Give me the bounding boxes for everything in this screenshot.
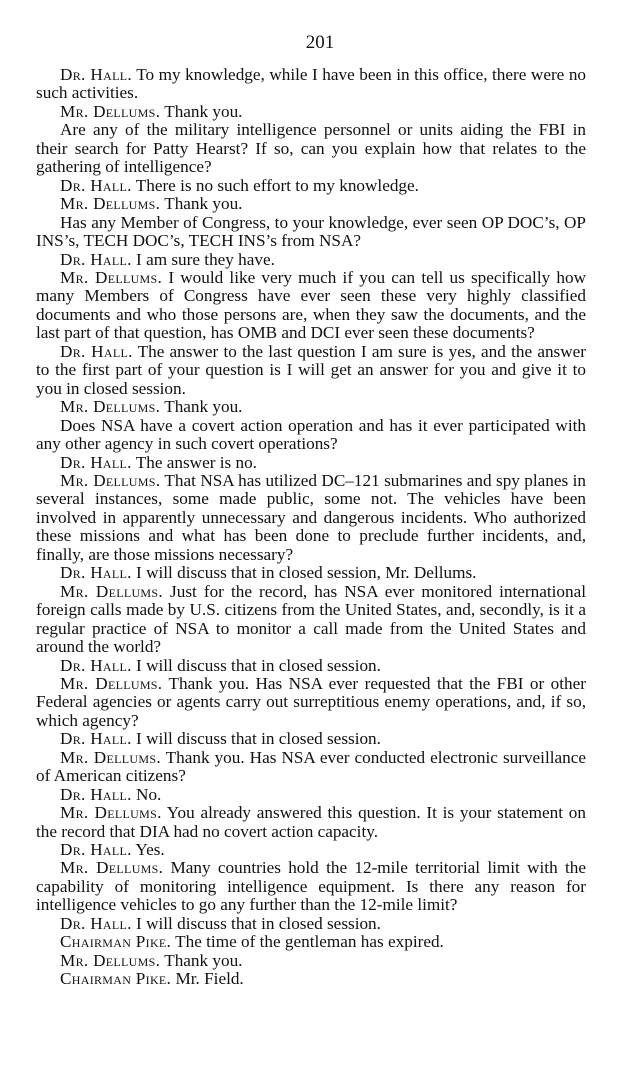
paragraph-text: I am sure they have. bbox=[131, 249, 275, 269]
paragraph-text: To my knowledge, while I have been in this office, there were no such activities. bbox=[36, 65, 587, 103]
speaker-name: Dr. Hall. bbox=[60, 249, 132, 269]
speaker-name: Mr. Dellums. bbox=[60, 101, 161, 121]
speaker-name: Mr. Dellums. bbox=[60, 747, 161, 767]
paragraph-text: That NSA has utilized DC–121 submarines and spy planes in several instances, some made public, some not. The vehicles have been involved in apparently unnecessary and dangerous incidents. Who authorized these missions and what has been done to preclude further incidents, and, finally, are those missions necessary? bbox=[36, 470, 586, 564]
transcript-paragraph bbox=[36, 195, 586, 213]
transcript-paragraph bbox=[36, 915, 586, 933]
transcript-paragraph bbox=[36, 841, 586, 859]
paragraph-text: Thank you. bbox=[160, 101, 243, 121]
speaker-name: Dr. Hall. bbox=[60, 784, 132, 804]
transcript-paragraph bbox=[36, 730, 586, 748]
speaker-name: Dr. Hall. bbox=[60, 729, 132, 749]
speaker-name: Chairman Pike. bbox=[60, 969, 172, 989]
paragraph-text: Does NSA have a covert action operation and has it ever participated with any other agency in such covert operations? bbox=[36, 415, 586, 454]
paragraph-text: Mr. Field. bbox=[171, 969, 244, 989]
paragraph-text: The answer is no. bbox=[131, 452, 257, 472]
transcript-paragraph bbox=[36, 269, 586, 343]
paragraph-text: Thank you. Has NSA ever requested that the FBI or other Federal agencies or agents carry out surreptitious enemy operations, and, if so, which agency? bbox=[36, 673, 586, 730]
paragraph-text: I will discuss that in closed session, Mr. Dellums. bbox=[131, 563, 477, 583]
transcript-paragraph bbox=[36, 657, 586, 675]
transcript-paragraph bbox=[36, 454, 586, 472]
paragraph-text: Many countries hold the 12-mile territorial limit with the capability of monitoring intelligence equipment. Is there any reason for intelligence vehicles to go any further than the 12-mile limit? bbox=[36, 858, 586, 915]
transcript-paragraph bbox=[36, 398, 586, 416]
transcript-paragraph bbox=[36, 786, 586, 804]
paragraph-text: Are any of the military intelligence personnel or units aiding the FBI in their search for Patty Hearst? If so, can you explain how that relates to the gathering of intelligence? bbox=[36, 120, 586, 177]
speaker-name: Mr. Dellums. bbox=[60, 803, 162, 823]
paragraph-text: Just for the record, has NSA ever monitored international foreign calls made by U.S. citizens from the United States, and, secondly, is it a regular practice of NSA to monitor a call made from the United States and around the world? bbox=[36, 581, 586, 657]
speaker-name: Dr. Hall. bbox=[60, 563, 132, 583]
speaker-name: Mr. Dellums. bbox=[60, 194, 161, 214]
paragraph-text: I will discuss that in closed session. bbox=[131, 913, 381, 933]
speaker-name: Dr. Hall. bbox=[60, 913, 132, 933]
speaker-name: Dr. Hall. bbox=[60, 65, 132, 84]
speaker-name: Mr. Dellums. bbox=[60, 581, 163, 601]
transcript-paragraph bbox=[36, 103, 586, 121]
transcript-body bbox=[36, 66, 586, 989]
paragraph-text: You already answered this question. It is your statement on the record that DIA had no covert action capacity. bbox=[36, 803, 586, 841]
page-number: 201 bbox=[305, 32, 335, 53]
transcript-paragraph bbox=[36, 417, 586, 454]
speaker-name: Dr. Hall. bbox=[60, 175, 132, 195]
transcript-paragraph bbox=[36, 933, 586, 951]
speaker-name: Mr. Dellums. bbox=[60, 858, 164, 878]
speaker-name: Chairman Pike. bbox=[60, 932, 172, 952]
paragraph-text: Thank you. bbox=[160, 194, 243, 214]
transcript-paragraph bbox=[36, 675, 586, 730]
speaker-name: Dr. Hall. bbox=[60, 341, 133, 361]
paragraph-text: The time of the gentleman has expired. bbox=[171, 932, 444, 952]
speaker-name: Mr. Dellums. bbox=[60, 673, 163, 693]
paragraph-text: Thank you. bbox=[160, 397, 243, 417]
transcript-paragraph bbox=[36, 564, 586, 582]
transcript-paragraph bbox=[36, 121, 586, 176]
paragraph-text: There is no such effort to my knowledge. bbox=[131, 175, 419, 195]
transcript-paragraph bbox=[36, 952, 586, 970]
paragraph-text: Thank you. Has NSA ever conducted electronic surveillance of American citizens? bbox=[36, 747, 586, 786]
transcript-paragraph bbox=[36, 970, 586, 988]
transcript-paragraph bbox=[36, 472, 586, 564]
transcript-paragraph bbox=[36, 583, 586, 657]
transcript-paragraph bbox=[36, 251, 586, 269]
speaker-name: Dr. Hall. bbox=[60, 840, 132, 860]
paragraph-text: I would like very much if you can tell us specifically how many Members of Congress have ever seen these very highly classified documents and who those persons are, when they saw the documents, and the last part of that question, has OMB and DCI ever seen these documents? bbox=[36, 267, 586, 343]
speaker-name: Dr. Hall. bbox=[60, 655, 132, 675]
paragraph-text: I will discuss that in closed session. bbox=[131, 729, 381, 749]
transcript-paragraph bbox=[36, 343, 586, 398]
paragraph-text: Yes. bbox=[131, 840, 165, 860]
speaker-name: Mr. Dellums. bbox=[60, 397, 161, 417]
paragraph-text: The answer to the last question I am sure is yes, and the answer to the first part of your question is I will get an answer for you and give it to you in closed session. bbox=[36, 341, 586, 398]
paragraph-text: Thank you. bbox=[160, 950, 243, 970]
transcript-paragraph bbox=[36, 214, 586, 251]
speaker-name: Mr. Dellums. bbox=[60, 470, 161, 490]
paragraph-text: Has any Member of Congress, to your knowledge, ever seen OP DOC’s, OP INS’s, TECH DOC’s, TECH INS’s from NSA? bbox=[36, 212, 586, 251]
transcript-paragraph bbox=[36, 66, 586, 103]
speaker-name: Dr. Hall. bbox=[60, 452, 132, 472]
transcript-paragraph bbox=[36, 177, 586, 195]
transcript-paragraph bbox=[36, 749, 586, 786]
transcript-paragraph bbox=[36, 804, 586, 841]
speaker-name: Mr. Dellums. bbox=[60, 267, 163, 287]
transcript-paragraph bbox=[36, 859, 586, 914]
paragraph-text: No. bbox=[131, 784, 162, 804]
paragraph-text: I will discuss that in closed session. bbox=[131, 655, 381, 675]
speaker-name: Mr. Dellums. bbox=[60, 950, 161, 970]
